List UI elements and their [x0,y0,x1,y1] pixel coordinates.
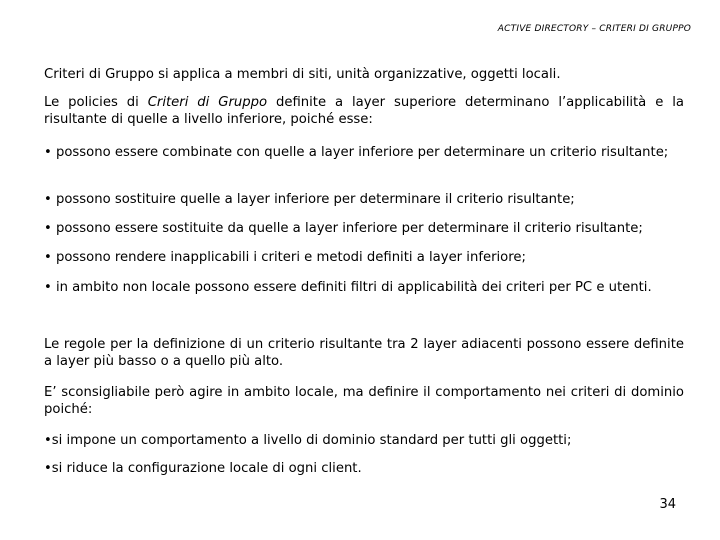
rules-paragraph: Le regole per la definizione di un criterio risultante tra 2 layer adiacenti possono essere definite a layer più basso o a quello più alto. [44,337,684,369]
bullet-item: • possono sostituire quelle a layer inferiore per determinare il criterio risultante; [44,192,575,207]
slide-header: ACTIVE DIRECTORY – CRITERI DI GRUPPO [497,24,691,34]
bullet-item: • in ambito non locale possono essere definiti filtri di applicabilità dei criteri per PC e utenti. [44,280,652,295]
policies-paragraph-end: definite a layer superiore determinano l’applicabilità e la risultante di quelle a livello inferiore, poiché esse: [44,95,684,127]
advice-paragraph: E’ sconsigliabile però agire in ambito locale, ma definire il comportamento nei criteri di dominio poiché: [44,385,684,417]
bullet-item: •si impone un comportamento a livello di dominio standard per tutti gli oggetti; [44,433,572,448]
policies-paragraph-emphasis: Criteri di Gruppo [147,95,268,110]
bullet-item: •si riduce la configurazione locale di ogni client. [44,461,362,476]
policies-paragraph-start: Le policies di [44,95,148,110]
intro-paragraph: Criteri di Gruppo si applica a membri di siti, unità organizzative, oggetti locali. [44,67,561,82]
policies-paragraph [44,94,684,128]
bullet-item: • possono essere combinate con quelle a layer inferiore per determinare un criterio risultante; [44,145,669,160]
page-number: 34 [659,497,676,512]
bullet-item: • possono essere sostituite da quelle a layer inferiore per determinare il criterio risultante; [44,221,643,236]
bullet-item: • possono rendere inapplicabili i criteri e metodi definiti a layer inferiore; [44,250,526,265]
